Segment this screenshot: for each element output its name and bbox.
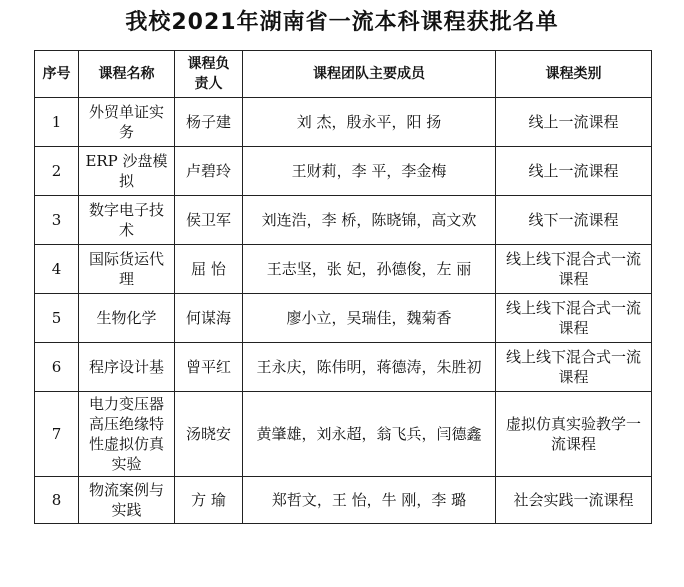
- cell-course-category: 线上线下混合式一流课程: [496, 294, 652, 343]
- header-course-lead: 课程负责人: [175, 51, 243, 98]
- cell-course-name: 外贸单证实务: [79, 98, 175, 147]
- table-row: [35, 147, 652, 196]
- cell-course-lead: 曾平红: [175, 343, 243, 392]
- cell-team-members: 黄肇雄，刘永超，翁飞兵，闫德鑫: [243, 392, 496, 477]
- cell-course-category: 线上一流课程: [496, 98, 652, 147]
- cell-team-members: 王志坚，张 妃，孙德俊，左 丽: [243, 245, 496, 294]
- cell-team-members: 廖小立，吴瑞佳，魏菊香: [243, 294, 496, 343]
- cell-course-name: 数字电子技术: [79, 196, 175, 245]
- cell-course-category: 虚拟仿真实验教学一流课程: [496, 392, 652, 477]
- cell-course-lead: 方 瑜: [175, 477, 243, 524]
- cell-course-lead: 何谋海: [175, 294, 243, 343]
- cell-course-lead: 卢碧玲: [175, 147, 243, 196]
- cell-seq: 4: [35, 245, 79, 294]
- cell-seq: 3: [35, 196, 79, 245]
- cell-seq: 8: [35, 477, 79, 524]
- table-row: [35, 245, 652, 294]
- cell-course-category: 线上线下混合式一流课程: [496, 245, 652, 294]
- cell-team-members: 郑哲文，王 怡，牛 刚，李 璐: [243, 477, 496, 524]
- cell-seq: 5: [35, 294, 79, 343]
- table-row: [35, 98, 652, 147]
- header-team-members: 课程团队主要成员: [243, 51, 496, 98]
- cell-course-name: 生物化学: [79, 294, 175, 343]
- cell-seq: 1: [35, 98, 79, 147]
- cell-course-lead: 屈 怡: [175, 245, 243, 294]
- cell-team-members: 王财莉，李 平，李金梅: [243, 147, 496, 196]
- table-row: [35, 343, 652, 392]
- cell-course-lead: 杨子建: [175, 98, 243, 147]
- cell-course-name: 电力变压器高压绝缘特性虚拟仿真实验: [79, 392, 175, 477]
- cell-team-members: 刘连浩，李 桥，陈晓锦，高文欢: [243, 196, 496, 245]
- cell-course-lead: 汤晓安: [175, 392, 243, 477]
- header-seq: 序号: [35, 51, 79, 98]
- cell-team-members: 王永庆，陈伟明，蒋德涛，朱胜初: [243, 343, 496, 392]
- table-row: [35, 196, 652, 245]
- cell-course-category: 线上一流课程: [496, 147, 652, 196]
- award-table: [34, 50, 652, 524]
- cell-course-category: 线上线下混合式一流课程: [496, 343, 652, 392]
- table-row: [35, 392, 652, 477]
- table-header: [35, 51, 652, 98]
- document-title: 我校2021年湖南省一流本科课程获批名单: [125, 10, 559, 35]
- cell-seq: 6: [35, 343, 79, 392]
- cell-course-name: 物流案例与实践: [79, 477, 175, 524]
- table-row: [35, 477, 652, 524]
- cell-course-name: 国际货运代理: [79, 245, 175, 294]
- cell-course-category: 线下一流课程: [496, 196, 652, 245]
- cell-team-members: 刘 杰，殷永平，阳 扬: [243, 98, 496, 147]
- table-row: [35, 294, 652, 343]
- table-body: [35, 98, 652, 524]
- cell-course-name: ERP 沙盘模拟: [79, 147, 175, 196]
- header-course-name: 课程名称: [79, 51, 175, 98]
- cell-course-category: 社会实践一流课程: [496, 477, 652, 524]
- header-row: [35, 51, 652, 98]
- cell-seq: 2: [35, 147, 79, 196]
- header-course-category: 课程类别: [496, 51, 652, 98]
- cell-course-lead: 侯卫军: [175, 196, 243, 245]
- cell-seq: 7: [35, 392, 79, 477]
- cell-course-name: 程序设计基: [79, 343, 175, 392]
